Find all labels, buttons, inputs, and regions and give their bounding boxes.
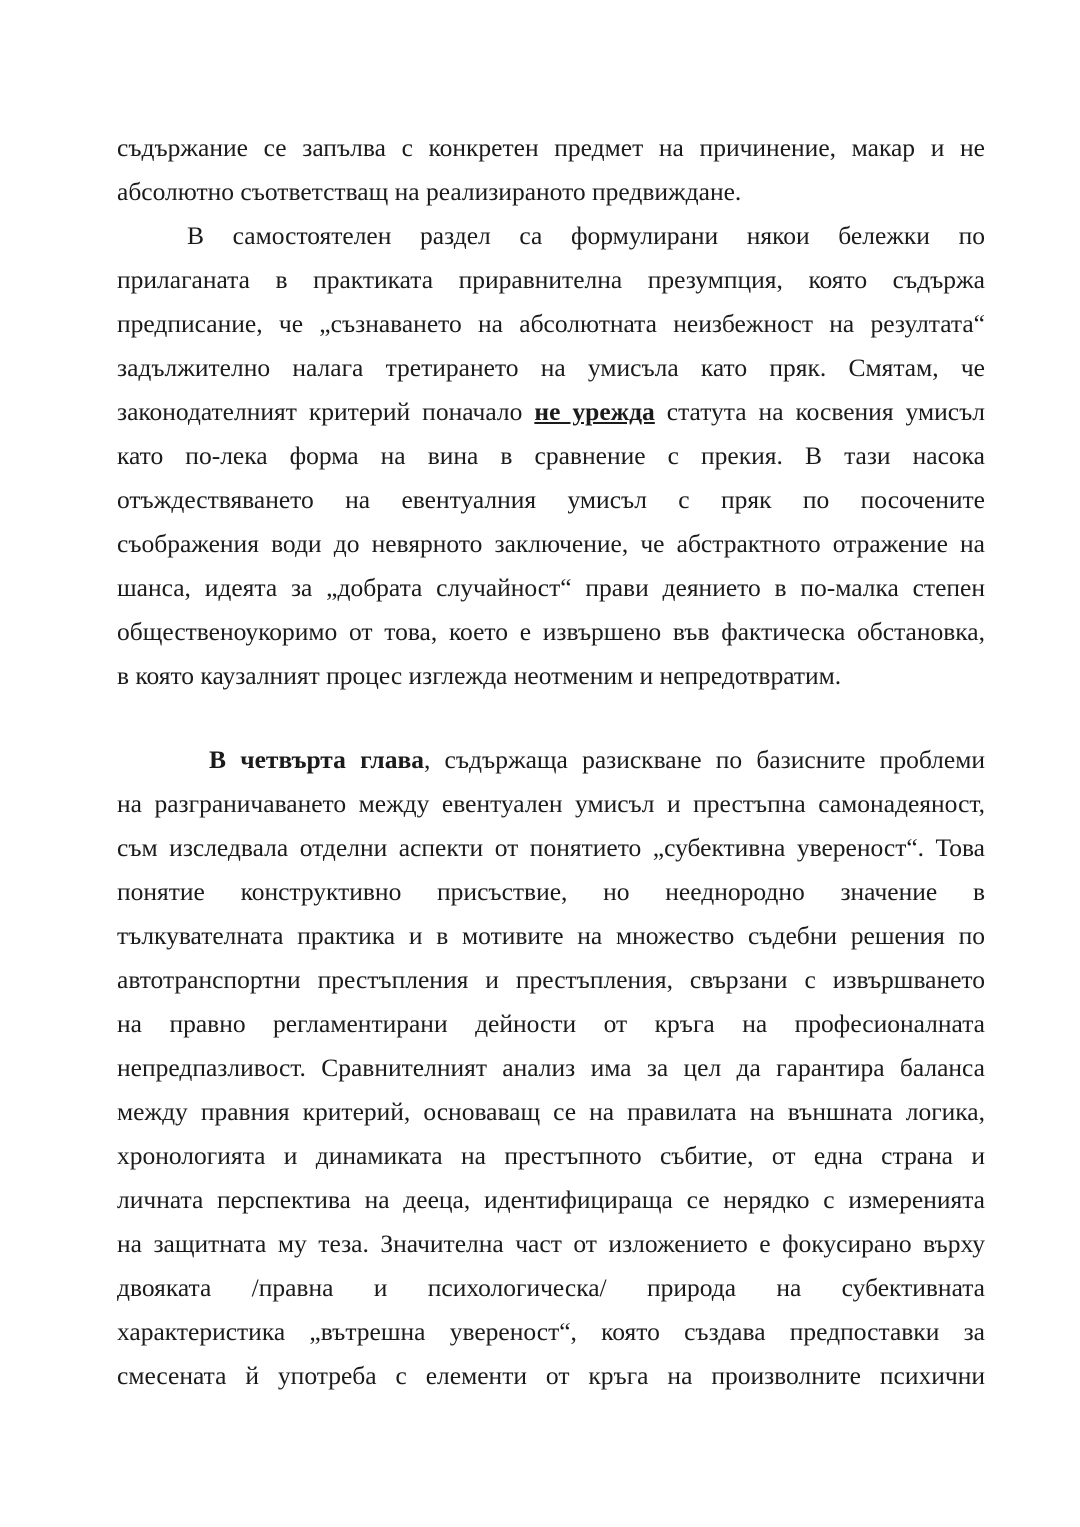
text-line: [117, 1134, 985, 1178]
text-run: , съдържаща разискване по базисните проблеми: [423, 745, 985, 774]
paragraph-continuation: [117, 126, 985, 214]
text-line: [117, 738, 985, 782]
text-line: [117, 346, 985, 390]
text-line: [117, 522, 985, 566]
text-run: шанса, идеята за „добрата случайност“ прави деянието в по-малка степен: [117, 573, 985, 602]
text-line: [117, 126, 985, 170]
text-line: [117, 214, 985, 258]
text-run: автотранспортни престъпления и престъпления, свързани с извършването: [117, 965, 985, 994]
paragraph-fourth-chapter: [117, 738, 985, 1398]
text-run: общественоукоримо от това, което е извършено във фактическа обстановка,: [117, 617, 985, 646]
text-run: на защитната му теза. Значителна част от изложението е фокусирано върху: [117, 1229, 985, 1258]
text-run: задължително налага третирането на умисъла като пряк. Смятам, че: [117, 353, 985, 382]
text-run: двояката /правна и психологическа/ природа на субективната: [117, 1273, 985, 1302]
text-run: статута на косвения умисъл: [654, 397, 985, 426]
text-run: хронологията и динамиката на престъпното събитие, от една страна и: [117, 1141, 985, 1170]
text-line: [117, 566, 985, 610]
text-run: смесената й употреба с елементи от кръга на произволните психични: [117, 1361, 985, 1390]
emphasized-term: не урежда: [534, 397, 655, 426]
text-run: характеристика „вътрешна увереност“, която създава предпоставки за: [117, 1317, 985, 1346]
text-line: [117, 1178, 985, 1222]
text-line: [117, 782, 985, 826]
text-line: [117, 1002, 985, 1046]
text-line: [117, 1266, 985, 1310]
text-line: [117, 1046, 985, 1090]
text-line: [117, 390, 985, 434]
text-line: [117, 1354, 985, 1398]
text-run: в която каузалният процес изглежда неотменим и непредотвратим.: [117, 661, 842, 690]
text-run: отъждествяването на евентуалния умисъл с пряк по посочените: [117, 485, 985, 514]
text-line: [117, 1310, 985, 1354]
text-run: В самостоятелен раздел са формулирани някои бележки по: [187, 221, 985, 250]
text-run: съдържание се запълва с конкретен предмет на причинение, макар и не: [117, 133, 985, 162]
text-line: [117, 170, 985, 214]
text-run: личната перспектива на дееца, идентифицираща се нерядко с измеренията: [117, 1185, 985, 1214]
text-line: [117, 914, 985, 958]
text-run: съм изследвала отделни аспекти от понятието „субективна увереност“. Това: [117, 833, 985, 862]
chapter-lead-in: В четвърта глава: [209, 745, 424, 774]
text-line: [117, 610, 985, 654]
text-line: [117, 302, 985, 346]
paragraph-separate-section: [117, 214, 985, 698]
text-run: съображения води до невярното заключение, че абстрактното отражение на: [117, 529, 985, 558]
text-line: [117, 478, 985, 522]
text-run: на правно регламентирани дейности от кръга на професионалната: [117, 1009, 985, 1038]
text-block: [117, 126, 985, 1398]
text-run: прилаганата в практиката приравнителна презумпция, която съдържа: [117, 265, 985, 294]
text-line: [117, 434, 985, 478]
text-run: непредпазливост. Сравнителният анализ има за цел да гарантира баланса: [117, 1053, 985, 1082]
text-run: предписание, че „съзнаването на абсолютната неизбежност на резултата“: [117, 309, 985, 338]
text-line: [117, 654, 985, 698]
text-run: законодателният критерий поначало: [117, 397, 535, 426]
text-run: тълкувателната практика и в мотивите на множество съдебни решения по: [117, 921, 985, 950]
text-run: абсолютно съответстващ на реализираното предвиждане.: [117, 177, 742, 206]
text-run: като по-лека форма на вина в сравнение с прекия. В тази насока: [117, 441, 985, 470]
text-run: понятие конструктивно присъствие, но нееднородно значение в: [117, 877, 985, 906]
text-run: на разграничаването между евентуален умисъл и престъпна самонадеяност,: [117, 789, 985, 818]
text-line: [117, 870, 985, 914]
text-line: [117, 1090, 985, 1134]
text-run: между правния критерий, основаващ се на правилата на външната логика,: [117, 1097, 985, 1126]
text-line: [117, 258, 985, 302]
text-line: [117, 1222, 985, 1266]
text-line: [117, 826, 985, 870]
text-line: [117, 958, 985, 1002]
